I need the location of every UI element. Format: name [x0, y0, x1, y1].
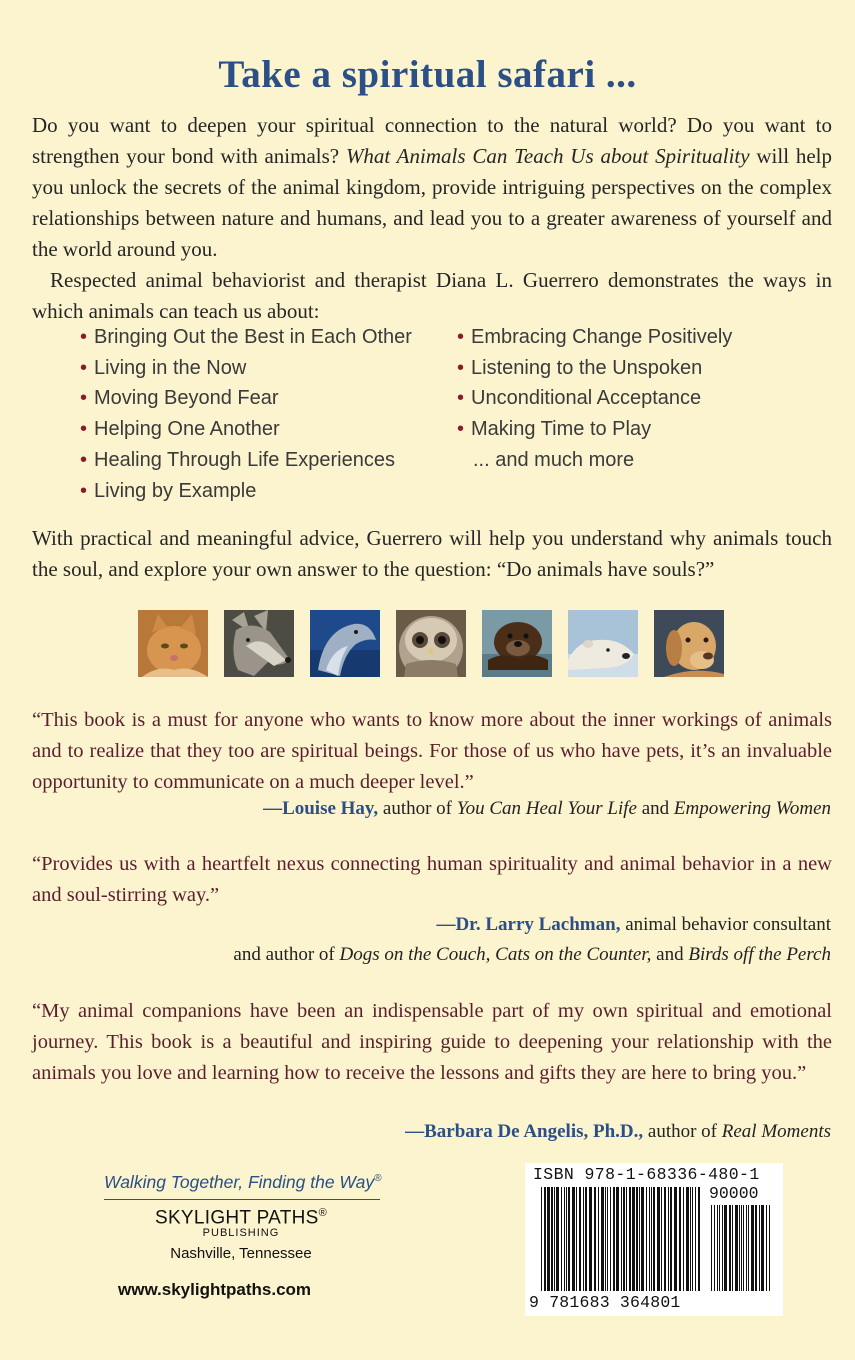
publisher-tagline: Walking Together, Finding the Way® [104, 1172, 382, 1192]
book-title: Empowering Women [673, 798, 831, 819]
bullet-dot-icon: • [457, 326, 465, 348]
barcode-bar [607, 1187, 608, 1291]
barcode-bar [670, 1187, 672, 1291]
barcode-bar [636, 1187, 638, 1291]
barcode-bar [741, 1205, 742, 1291]
barcode-bar [547, 1187, 550, 1291]
barcode-bar [729, 1205, 731, 1291]
barcode-bar [585, 1187, 587, 1291]
barcode-bar [695, 1187, 696, 1291]
barcode-bar [739, 1205, 740, 1291]
list-item: • Unconditional Acceptance [457, 387, 702, 410]
barcode-bar [554, 1187, 555, 1291]
publisher-city: Nashville, Tennessee [170, 1245, 312, 1263]
barcode-bar [626, 1187, 627, 1291]
barcode-bar [661, 1187, 662, 1291]
ean-number: 9 781683 364801 [529, 1293, 681, 1312]
barcode-bar [629, 1187, 631, 1291]
book-title: What Animals Can Teach Us about Spirituality [345, 144, 750, 168]
list-item: • Making Time to Play [457, 418, 652, 441]
price-code: 90000 [709, 1184, 759, 1203]
publisher-name: SKYLIGHT PATHS® [154, 1207, 328, 1229]
book-title: You Can Heal Your Life [456, 798, 637, 819]
barcode-bar [732, 1205, 733, 1291]
barcode-bar [594, 1187, 596, 1291]
barcode-bar [761, 1205, 764, 1291]
barcode-bar [724, 1205, 727, 1291]
endorsement-quote-2: “Provides us with a heartfelt nexus connecting human spirituality and animal behavior in a new and soul-stirring way.” [32, 853, 832, 906]
endorsement-attribution-2a: —Dr. Larry Lachman, animal behavior consultant [436, 914, 831, 935]
bullet-dot-icon: • [80, 356, 88, 379]
barcode-bar [601, 1187, 604, 1291]
barcode-bar [766, 1205, 767, 1291]
barcode-bars-main [541, 1187, 701, 1293]
barcode-bar [759, 1205, 760, 1291]
barcode-bar [748, 1205, 749, 1291]
barcode-bar [583, 1187, 584, 1291]
barcode-bar [746, 1205, 747, 1291]
barcode-bar [711, 1205, 712, 1291]
owl-photo [396, 610, 466, 677]
bullet-dot-icon: • [80, 387, 88, 410]
barcode-bar [579, 1187, 581, 1291]
intro-paragraph-2: Respected animal behaviorist and therapist Diana L. Guerrero demonstrates the ways in which animals can teach us about: [32, 268, 832, 323]
barcode-bar [564, 1187, 565, 1291]
wolf-photo [224, 610, 294, 677]
barcode-bar [692, 1187, 693, 1291]
intro-p1-end: will help you unlock the secrets of the animal kingdom, provide intriguing perspectives on the complex relationships between nature and humans, and lead you to a greater awareness of yourself and the world around you. [32, 144, 832, 261]
barcode-bar [722, 1205, 723, 1291]
barcode-bar [683, 1187, 684, 1291]
animal-photo-strip [138, 610, 724, 677]
bullet-dot-icon: • [457, 356, 465, 379]
bullet-dot-icon: • [80, 448, 88, 471]
book-title: Real Moments [721, 1121, 831, 1142]
barcode-bar [657, 1187, 660, 1291]
book-title: Birds off the Perch [688, 944, 831, 965]
barcode-bar [679, 1187, 681, 1291]
barcode-bar [769, 1205, 770, 1291]
barcode-bar [566, 1187, 567, 1291]
dolphin-photo [310, 610, 380, 677]
barcode-bar [613, 1187, 615, 1291]
list-item: • Healing Through Life Experiences [80, 448, 395, 471]
barcode-bar [551, 1187, 553, 1291]
barcode-bar [568, 1187, 570, 1291]
sea-otter-photo [482, 610, 552, 677]
barcode-bar [610, 1187, 611, 1291]
list-item: • Living in the Now [80, 356, 247, 379]
barcode-bar [632, 1187, 635, 1291]
barcode-bar [698, 1187, 700, 1291]
list-item: • Embracing Change Positively [457, 326, 733, 348]
bullet-dot-icon: • [80, 479, 88, 502]
barcode-bar [623, 1187, 625, 1291]
endorsement-attribution-2b: and author of Dogs on the Couch, Cats on the Counter, and Birds off the Perch [233, 944, 831, 965]
bullet-dot-icon: • [457, 418, 465, 441]
barcode-bar [674, 1187, 677, 1291]
barcode-bar [572, 1187, 575, 1291]
book-title: Dogs on the Couch, Cats on the Counter, [339, 944, 652, 965]
barcode-bar [690, 1187, 691, 1291]
isbn-number: ISBN 978-1-68336-480-1 [533, 1165, 760, 1184]
list-item-more: ... and much more [473, 448, 635, 471]
barcode-bar [576, 1187, 577, 1291]
bullet-dot-icon: • [80, 326, 88, 348]
polar-bear-photo [568, 610, 638, 677]
barcode-bar [641, 1187, 644, 1291]
list-item: • Bringing Out the Best in Each Other [80, 326, 412, 348]
barcode-bar [544, 1187, 546, 1291]
endorsement-attribution-3: —Barbara De Angelis, Ph.D., author of Real Moments [405, 1121, 831, 1142]
barcode-bar [735, 1205, 738, 1291]
publisher-subtitle: PUBLISHING [202, 1227, 280, 1240]
barcode-bar [686, 1187, 689, 1291]
barcode-bar [668, 1187, 669, 1291]
barcode-bar [717, 1205, 718, 1291]
intro-text [32, 110, 832, 327]
barcode-bar [664, 1187, 666, 1291]
cat-photo [138, 610, 208, 677]
bullet-list-right [457, 322, 732, 476]
intro-paragraph-1 [32, 110, 832, 265]
barcode-bar [589, 1187, 592, 1291]
barcode-bar [719, 1205, 720, 1291]
endorsement-quote-1: “This book is a must for anyone who wants to know more about the inner workings of animals and to realize that they too are spiritual beings. For those of us who have pets, it’s an invaluable opportunity to communicate on a much deeper level.” [32, 709, 832, 793]
publisher-logo [146, 1207, 336, 1262]
barcode-bar [653, 1187, 655, 1291]
endorser-name: —Dr. Larry Lachman, [436, 914, 621, 935]
barcode-bar [639, 1187, 640, 1291]
barcode-bar [743, 1205, 744, 1291]
list-item: • Helping One Another [80, 418, 280, 441]
bullet-dot-icon: • [80, 418, 88, 441]
barcode-bar [714, 1205, 715, 1291]
list-item: • Listening to the Unspoken [457, 356, 703, 379]
closing-paragraph: With practical and meaningful advice, Guerrero will help you understand why animals touch the soul, and explore your own answer to the question: “Do animals have souls?” [32, 526, 832, 581]
list-item: • Living by Example [80, 479, 257, 502]
publisher-website: www.skylightpaths.com [118, 1280, 312, 1299]
barcode-bar [751, 1205, 754, 1291]
bullet-list-left [80, 322, 412, 506]
tagline-divider [104, 1199, 380, 1200]
barcode-bar [616, 1187, 619, 1291]
barcode-bar [646, 1187, 647, 1291]
barcode-bar [621, 1187, 622, 1291]
bullet-dot-icon: • [457, 387, 465, 410]
intro-p1-start: Do you want to deepen your spiritual connection to the natural world? Do you want to strengthen your bond with animals? [32, 113, 832, 168]
barcode-bar [556, 1187, 559, 1291]
endorsement-attribution-1: —Louise Hay, author of You Can Heal Your Life and Empowering Women [263, 798, 831, 819]
headline: Take a spiritual safari ... [218, 53, 637, 96]
endorsement-quote-3: “My animal companions have been an indispensable part of my own spiritual and emotional journey. This book is a beautiful and inspiring guide to deepening your relationship with the animals you love and learning how to receive the lessons and gifts they are here to bring you.” [32, 1000, 832, 1084]
barcode-bar [755, 1205, 757, 1291]
isbn-barcode [525, 1163, 783, 1316]
barcode-bar [651, 1187, 652, 1291]
barcode-bar [649, 1187, 650, 1291]
dog-photo [654, 610, 724, 677]
list-item: • Moving Beyond Fear [80, 387, 279, 410]
barcode-bar [598, 1187, 599, 1291]
endorser-name: —Barbara De Angelis, Ph.D., [405, 1121, 644, 1142]
barcode-bar [561, 1187, 562, 1291]
endorser-name: —Louise Hay, [263, 798, 379, 819]
barcode-bar [605, 1187, 606, 1291]
barcode-bars-addon [711, 1205, 773, 1311]
barcode-bar [541, 1187, 542, 1291]
